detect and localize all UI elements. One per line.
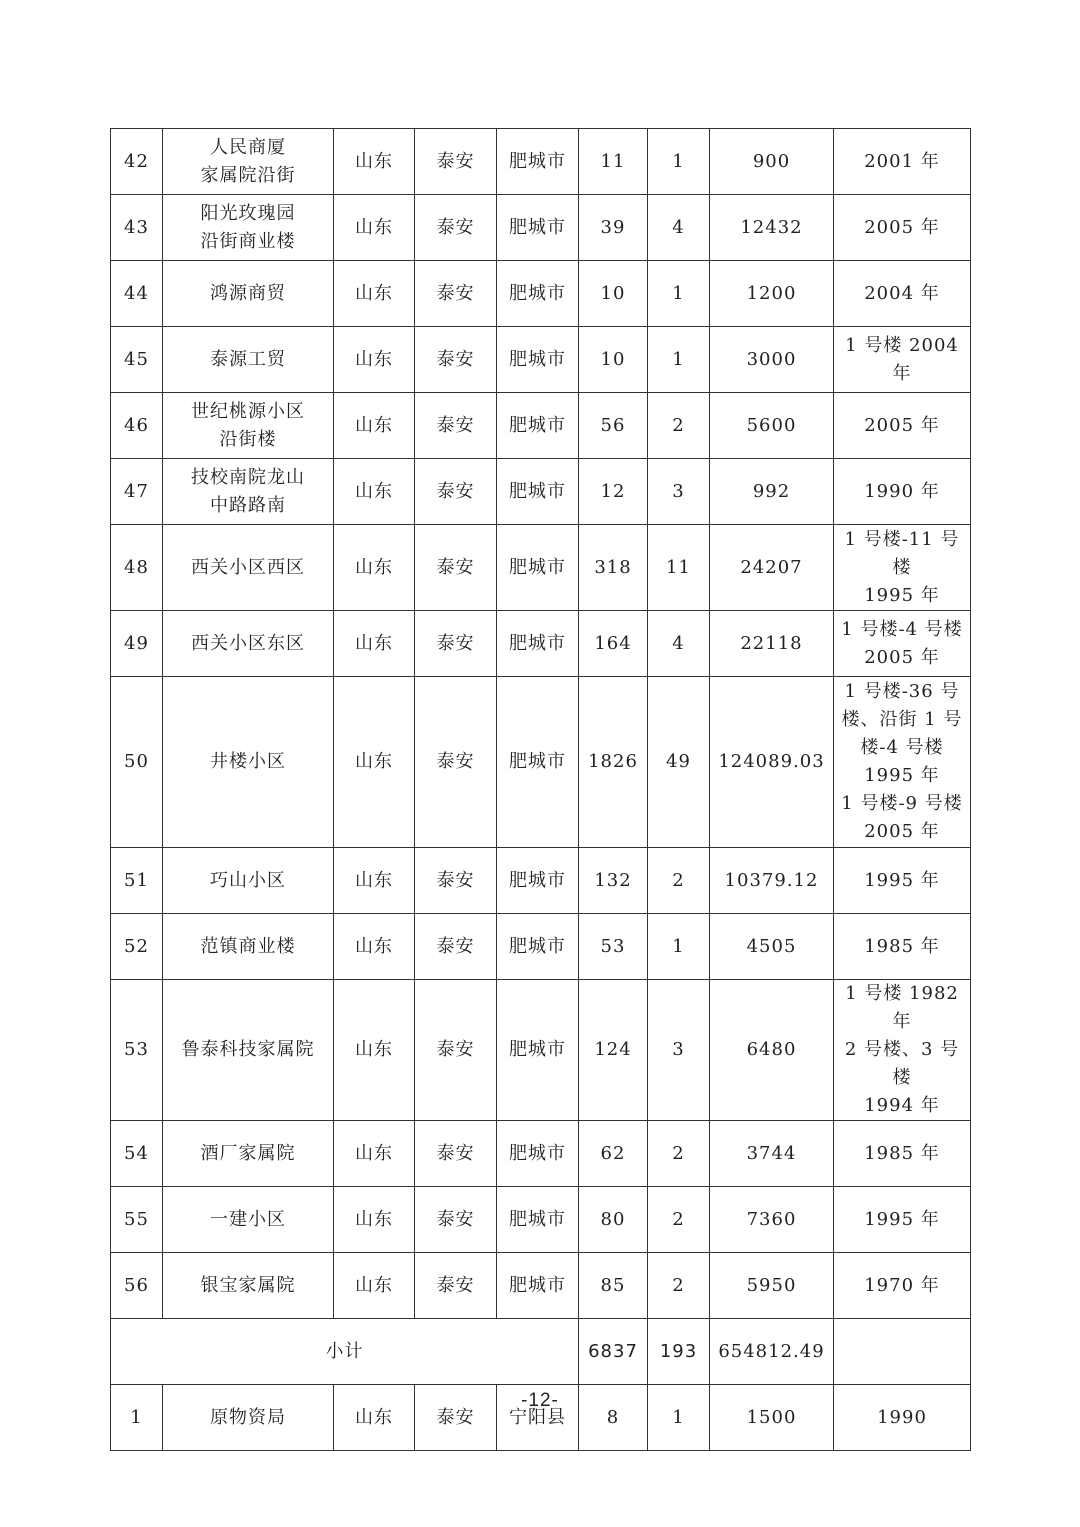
build-year — [834, 1121, 971, 1187]
build-year — [834, 980, 971, 1121]
county: 肥城市 — [497, 848, 579, 914]
community-name — [163, 525, 334, 611]
floor-area: 3000 — [710, 327, 834, 393]
city: 泰安 — [415, 1187, 497, 1253]
households: 1826 — [579, 677, 648, 848]
subtotal-label: 小计 — [111, 1319, 579, 1385]
floor-area: 992 — [710, 459, 834, 525]
households: 12 — [579, 459, 648, 525]
subtotal-year — [834, 1319, 971, 1385]
households: 132 — [579, 848, 648, 914]
floor-area: 900 — [710, 129, 834, 195]
community-name — [163, 195, 334, 261]
county: 肥城市 — [497, 261, 579, 327]
province: 山东 — [334, 1253, 415, 1319]
province: 山东 — [334, 914, 415, 980]
build-year-line: 1985 年 — [864, 935, 940, 957]
city: 泰安 — [415, 677, 497, 848]
floor-area: 1500 — [710, 1385, 834, 1451]
table-row — [111, 1121, 971, 1187]
community-name — [163, 914, 334, 980]
buildings: 2 — [648, 1187, 710, 1253]
build-year — [834, 129, 971, 195]
subtotal-row — [111, 1319, 971, 1385]
buildings: 2 — [648, 1253, 710, 1319]
row-number: 43 — [111, 195, 163, 261]
community-name-line: 银宝家属院 — [200, 1274, 296, 1296]
floor-area: 124089.03 — [710, 677, 834, 848]
build-year-line: 1 号楼 1982 年 — [845, 983, 959, 1032]
county: 肥城市 — [497, 393, 579, 459]
province: 山东 — [334, 459, 415, 525]
city: 泰安 — [415, 525, 497, 611]
build-year — [834, 1253, 971, 1319]
province: 山东 — [334, 393, 415, 459]
build-year — [834, 459, 971, 525]
province: 山东 — [334, 1187, 415, 1253]
housing-table — [110, 128, 971, 1451]
table-row — [111, 459, 971, 525]
table-row — [111, 525, 971, 611]
community-name-line: 沿街商业楼 — [200, 230, 296, 252]
build-year-line: 2005 年 — [864, 821, 940, 842]
households: 62 — [579, 1121, 648, 1187]
buildings: 1 — [648, 129, 710, 195]
floor-area: 4505 — [710, 914, 834, 980]
city: 泰安 — [415, 327, 497, 393]
row-number: 48 — [111, 525, 163, 611]
build-year-line: 2005 年 — [864, 646, 940, 668]
row-number: 53 — [111, 980, 163, 1121]
households: 164 — [579, 611, 648, 677]
row-number: 54 — [111, 1121, 163, 1187]
build-year — [834, 525, 971, 611]
community-name — [163, 611, 334, 677]
floor-area: 7360 — [710, 1187, 834, 1253]
build-year-line: 1 号楼-36 号 — [844, 681, 960, 702]
community-name-line: 家属院沿街 — [200, 164, 296, 186]
build-year — [834, 848, 971, 914]
community-name-line: 西关小区西区 — [191, 556, 305, 578]
community-name — [163, 327, 334, 393]
city: 泰安 — [415, 1385, 497, 1451]
row-number: 56 — [111, 1253, 163, 1319]
build-year-line: 1990 — [877, 1406, 927, 1428]
households: 10 — [579, 327, 648, 393]
subtotal-area: 654812.49 — [710, 1319, 834, 1385]
city: 泰安 — [415, 393, 497, 459]
table-row — [111, 195, 971, 261]
community-name-line: 人民商厦 — [210, 136, 286, 158]
build-year-line: 1 号楼-9 号楼 — [841, 793, 963, 814]
row-number: 55 — [111, 1187, 163, 1253]
city: 泰安 — [415, 1253, 497, 1319]
row-number: 47 — [111, 459, 163, 525]
community-name — [163, 848, 334, 914]
city: 泰安 — [415, 459, 497, 525]
county: 肥城市 — [497, 195, 579, 261]
households: 39 — [579, 195, 648, 261]
buildings: 1 — [648, 327, 710, 393]
build-year-line: 2004 年 — [864, 282, 940, 304]
table-row — [111, 1253, 971, 1319]
households: 11 — [579, 129, 648, 195]
row-number: 45 — [111, 327, 163, 393]
build-year-line: 1 号楼-11 号 — [844, 528, 960, 550]
build-year-line: 1995 年 — [864, 869, 940, 891]
province: 山东 — [334, 327, 415, 393]
households: 124 — [579, 980, 648, 1121]
province: 山东 — [334, 1385, 415, 1451]
community-name-line: 一建小区 — [210, 1208, 286, 1230]
floor-area: 10379.12 — [710, 848, 834, 914]
province: 山东 — [334, 848, 415, 914]
community-name-line: 巧山小区 — [210, 869, 286, 891]
community-name-line: 中路路南 — [210, 494, 286, 516]
county: 肥城市 — [497, 611, 579, 677]
build-year-line: 1995 年 — [864, 1208, 940, 1230]
buildings: 3 — [648, 459, 710, 525]
row-number: 42 — [111, 129, 163, 195]
community-name-line: 酒厂家属院 — [200, 1142, 296, 1164]
build-year-line: 1995 年 — [864, 584, 940, 606]
build-year-line: 1 号楼 2004 年 — [845, 334, 959, 384]
row-number: 1 — [111, 1385, 163, 1451]
floor-area: 1200 — [710, 261, 834, 327]
community-name — [163, 980, 334, 1121]
city: 泰安 — [415, 848, 497, 914]
city: 泰安 — [415, 980, 497, 1121]
build-year-line: 2005 年 — [864, 216, 940, 238]
province: 山东 — [334, 611, 415, 677]
build-year — [834, 914, 971, 980]
community-name-line: 鸿源商贸 — [210, 282, 286, 304]
community-name-line: 阳光玫瑰园 — [200, 202, 296, 224]
page-number: -12- — [521, 1390, 559, 1411]
build-year-line: 1970 年 — [864, 1274, 940, 1296]
community-name — [163, 393, 334, 459]
floor-area: 6480 — [710, 980, 834, 1121]
build-year — [834, 195, 971, 261]
community-name-line: 原物资局 — [210, 1406, 286, 1428]
households: 56 — [579, 393, 648, 459]
community-name-line: 鲁泰科技家属院 — [181, 1039, 315, 1060]
build-year — [834, 611, 971, 677]
county: 肥城市 — [497, 1253, 579, 1319]
households: 10 — [579, 261, 648, 327]
build-year-line: 1995 年 — [864, 765, 940, 786]
county: 肥城市 — [497, 914, 579, 980]
table-row — [111, 677, 971, 848]
row-number: 44 — [111, 261, 163, 327]
city: 泰安 — [415, 195, 497, 261]
build-year-line: 2 号楼、3 号楼 — [844, 1039, 960, 1088]
build-year-line: 1 号楼-4 号楼 — [841, 618, 963, 640]
province: 山东 — [334, 261, 415, 327]
subtotal-buildings: 193 — [648, 1319, 710, 1385]
community-name-line: 泰源工贸 — [210, 348, 286, 370]
row-number: 51 — [111, 848, 163, 914]
buildings: 3 — [648, 980, 710, 1121]
county: 宁阳县 — [497, 1385, 579, 1451]
community-name — [163, 677, 334, 848]
buildings: 49 — [648, 677, 710, 848]
build-year — [834, 677, 971, 848]
floor-area: 5600 — [710, 393, 834, 459]
floor-area: 22118 — [710, 611, 834, 677]
row-number: 50 — [111, 677, 163, 848]
households: 85 — [579, 1253, 648, 1319]
build-year — [834, 393, 971, 459]
table-row — [111, 327, 971, 393]
community-name-line: 沿街楼 — [219, 428, 277, 450]
buildings: 2 — [648, 1121, 710, 1187]
county: 肥城市 — [497, 980, 579, 1121]
build-year-line: 2005 年 — [864, 414, 940, 436]
table-row — [111, 914, 971, 980]
community-name-line: 井楼小区 — [210, 751, 286, 772]
community-name-line: 技校南院龙山 — [191, 466, 305, 488]
table-body — [111, 129, 971, 1451]
build-year-line: 楼、沿街 1 号 — [841, 709, 963, 730]
community-name — [163, 129, 334, 195]
table-row — [111, 1187, 971, 1253]
province: 山东 — [334, 1121, 415, 1187]
province: 山东 — [334, 195, 415, 261]
community-name-line: 范镇商业楼 — [200, 935, 296, 957]
table-row — [111, 848, 971, 914]
build-year — [834, 261, 971, 327]
table-row — [111, 393, 971, 459]
build-year — [834, 1187, 971, 1253]
province: 山东 — [334, 525, 415, 611]
floor-area: 12432 — [710, 195, 834, 261]
province: 山东 — [334, 677, 415, 848]
buildings: 1 — [648, 261, 710, 327]
buildings: 1 — [648, 1385, 710, 1451]
buildings: 2 — [648, 393, 710, 459]
households: 318 — [579, 525, 648, 611]
county: 肥城市 — [497, 459, 579, 525]
county: 肥城市 — [497, 1121, 579, 1187]
buildings: 11 — [648, 525, 710, 611]
community-name — [163, 1253, 334, 1319]
city: 泰安 — [415, 261, 497, 327]
buildings: 4 — [648, 611, 710, 677]
table-row — [111, 611, 971, 677]
build-year-line: 楼 — [892, 556, 912, 578]
community-name — [163, 1187, 334, 1253]
province: 山东 — [334, 980, 415, 1121]
city: 泰安 — [415, 611, 497, 677]
city: 泰安 — [415, 1121, 497, 1187]
build-year-line: 1994 年 — [864, 1095, 940, 1116]
community-name — [163, 261, 334, 327]
province: 山东 — [334, 129, 415, 195]
floor-area: 24207 — [710, 525, 834, 611]
table-row — [111, 261, 971, 327]
buildings: 4 — [648, 195, 710, 261]
build-year — [834, 327, 971, 393]
subtotal-households: 6837 — [579, 1319, 648, 1385]
households: 8 — [579, 1385, 648, 1451]
community-name-line: 世纪桃源小区 — [191, 400, 305, 422]
buildings: 2 — [648, 848, 710, 914]
city: 泰安 — [415, 129, 497, 195]
floor-area: 5950 — [710, 1253, 834, 1319]
community-name — [163, 459, 334, 525]
households: 80 — [579, 1187, 648, 1253]
row-number: 46 — [111, 393, 163, 459]
build-year-line: 2001 年 — [864, 150, 940, 172]
community-name — [163, 1121, 334, 1187]
community-name-line: 西关小区东区 — [191, 632, 305, 654]
row-number: 49 — [111, 611, 163, 677]
row-number: 52 — [111, 914, 163, 980]
county: 肥城市 — [497, 327, 579, 393]
county: 肥城市 — [497, 1187, 579, 1253]
table-row — [111, 129, 971, 195]
buildings: 1 — [648, 914, 710, 980]
households: 53 — [579, 914, 648, 980]
build-year-line: 楼-4 号楼 — [860, 737, 944, 758]
city: 泰安 — [415, 914, 497, 980]
floor-area: 3744 — [710, 1121, 834, 1187]
county: 肥城市 — [497, 129, 579, 195]
county: 肥城市 — [497, 677, 579, 848]
build-year-line: 1990 年 — [864, 480, 940, 502]
county: 肥城市 — [497, 525, 579, 611]
build-year-line: 1985 年 — [864, 1142, 940, 1164]
table-row — [111, 980, 971, 1121]
